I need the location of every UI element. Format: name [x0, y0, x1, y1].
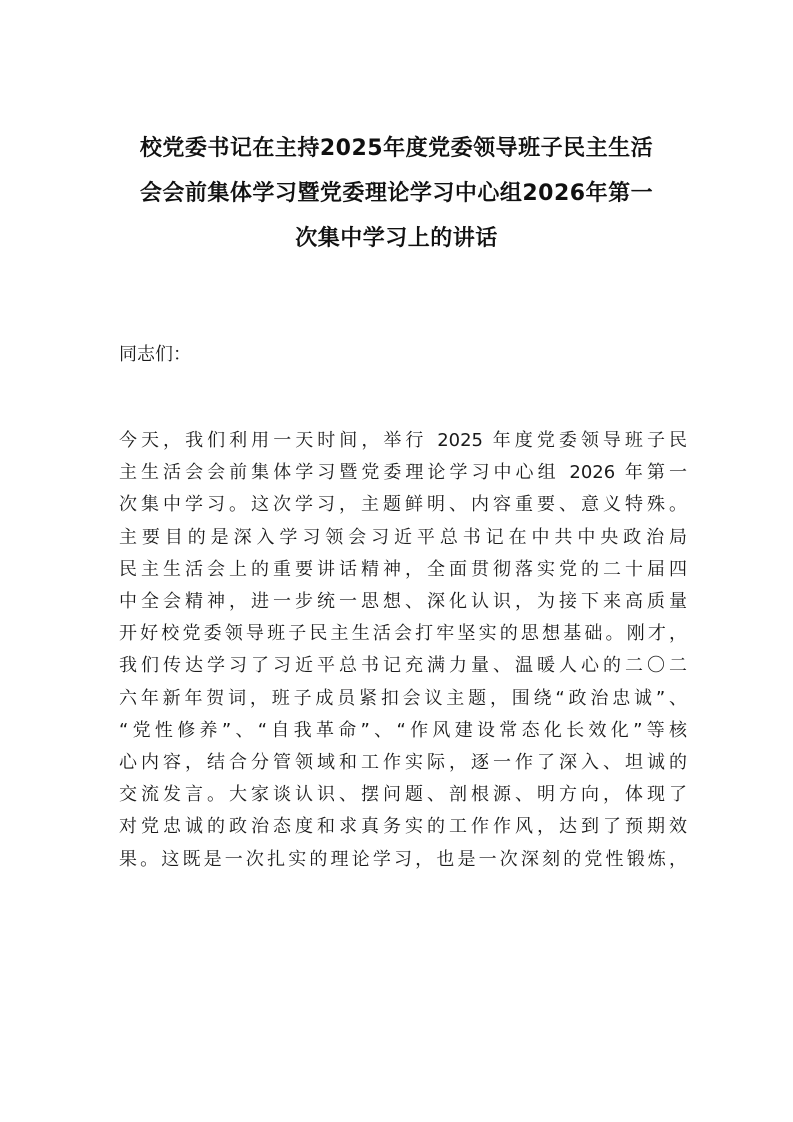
body-paragraph — [119, 425, 687, 876]
paragraph-line: 主要目的是深入学习领会习近平总书记在中共中央政治局 — [119, 526, 687, 548]
title-line: 会会前集体学习暨党委理论学习中心组2026年第一 — [139, 181, 654, 206]
paragraph-line: 对党忠诚的政治态度和求真务实的工作作风，达到了预期效 — [119, 816, 687, 838]
paragraph-line: 六年新年贺词，班子成员紧扣会议主题，围绕“政治忠诚”、 — [119, 687, 687, 709]
paragraph-line: 主生活会会前集体学习暨党委理论学习中心组 2026 年第一 — [119, 462, 687, 484]
paragraph-line: 民主生活会上的重要讲话精神，全面贯彻落实党的二十届四 — [119, 558, 687, 580]
paragraph-line: 次集中学习。这次学习，主题鲜明、内容重要、意义特殊。 — [119, 494, 687, 516]
salutation: 同志们： — [119, 344, 191, 365]
paragraph-line: 我们传达学习了习近平总书记充满力量、温暖人心的二〇二 — [119, 655, 687, 677]
paragraph-line: 果。这既是一次扎实的理论学习，也是一次深刻的党性锻炼， — [119, 848, 687, 870]
paragraph-line: 今天，我们利用一天时间，举行 2025 年度党委领导班子民 — [119, 430, 687, 451]
paragraph-line: 交流发言。大家谈认识、摆问题、剖根源、明方向，体现了 — [119, 784, 687, 806]
document-title — [100, 126, 693, 261]
paragraph-line: 心内容，结合分管领域和工作实际，逐一作了深入、坦诚的 — [119, 752, 687, 774]
paragraph-line: 开好校党委领导班子民主生活会打牢坚实的思想基础。刚才， — [119, 623, 687, 645]
paragraph-line: 中全会精神，进一步统一思想、深化认识，为接下来高质量 — [119, 591, 687, 613]
title-line: 校党委书记在主持2025年度党委领导班子民主生活 — [139, 136, 654, 161]
paragraph-line: “党性修养”、“自我革命”、“作风建设常态化长效化”等核 — [119, 719, 687, 741]
title-line: 次集中学习上的讲话 — [295, 226, 498, 251]
